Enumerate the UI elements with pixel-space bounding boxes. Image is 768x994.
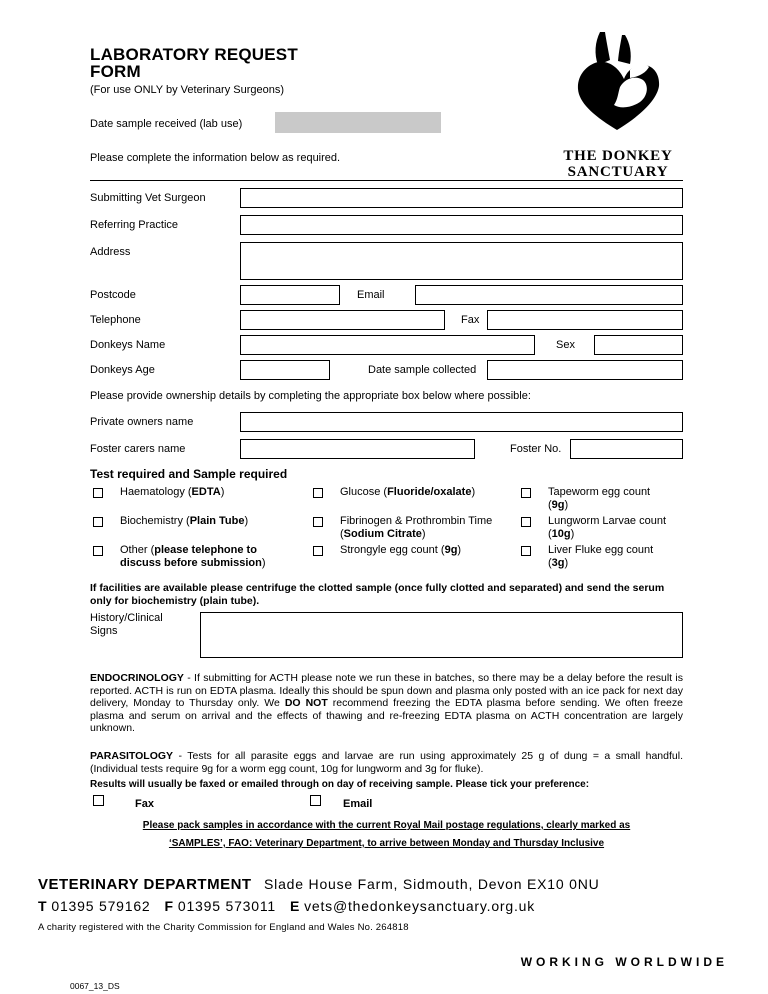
checkbox-glucose[interactable] [313, 488, 323, 498]
footer-tel-value: 01395 579162 [51, 898, 151, 914]
page-title-line1: LABORATORY REQUEST [90, 45, 298, 64]
history-label: History/Clinical Signs [90, 612, 163, 637]
history-clinical-signs-input[interactable] [200, 612, 683, 658]
form-row-postcode-email [90, 285, 683, 305]
test-label-other: Other (please telephone to discuss before submission) [120, 544, 266, 569]
address-label: Address [90, 246, 131, 258]
donkeys-age-input[interactable] [240, 360, 330, 380]
postcode-input[interactable] [240, 285, 340, 305]
foster-no-label: Foster No. [510, 443, 562, 455]
parasitology-heading: PARASITOLOGY [90, 750, 174, 762]
form-code: 0067_13_DS [70, 981, 120, 991]
footer-department-line [38, 876, 600, 894]
checkbox-haematology[interactable] [93, 488, 103, 498]
form-row-age-date [90, 360, 683, 380]
test-option-lungworm [518, 515, 683, 540]
donkeys-name-label: Donkeys Name [90, 339, 166, 351]
checkbox-strongyle[interactable] [313, 546, 323, 556]
checkbox-biochemistry[interactable] [93, 517, 103, 527]
vet-surgeon-label: Submitting Vet Surgeon [90, 192, 206, 204]
sex-input[interactable] [594, 335, 683, 355]
form-row-private-owners [90, 412, 683, 432]
results-preference-note: Results will usually be faxed or emailed through on day of receiving sample. Please tick your preference: [90, 779, 590, 790]
checkbox-email-preference[interactable] [310, 795, 321, 806]
telephone-label: Telephone [90, 314, 141, 326]
vet-surgeon-input[interactable] [240, 188, 683, 208]
packing-line1: Please pack samples in accordance with the current Royal Mail postage regulations, clearly marked as [142, 820, 631, 831]
checkbox-liver-fluke[interactable] [521, 546, 531, 556]
test-label-liver-fluke: Liver Fluke egg count (3g) [548, 544, 654, 569]
test-label-haematology: Haematology (EDTA) [120, 486, 225, 498]
footer-tel-label: T [38, 898, 48, 914]
address-input[interactable] [240, 242, 683, 280]
date-collected-label: Date sample collected [368, 364, 477, 376]
sex-label: Sex [556, 339, 575, 351]
endocrinology-paragraph: ENDOCRINOLOGY - If submitting for ACTH please note we run these in batches, so there may be a delay before the result is reported. ACTH is run on EDTA plasma. Ideally this should be spun down and plasma only posted with an ice pack for next day delivery, Monday to Thursday only. We DO NOT recommend freezing the EDTA plasma before sending. We often freeze plasma and serum on arrival and the effects of thawing and re-freezing EDTA plasma on ACTH concentration are largely unknown. [90, 672, 683, 734]
lab-use-date-label: Date sample received (lab use) [90, 118, 243, 130]
test-option-fibrinogen [310, 515, 518, 540]
page-subtitle: (For use ONLY by Veterinary Surgeons) [90, 84, 285, 96]
tests-heading: Test required and Sample required [90, 467, 288, 481]
form-row-foster [90, 439, 683, 459]
form-row-name-sex [90, 335, 683, 355]
test-option-strongyle [310, 544, 518, 569]
intro-note: Please complete the information below as required. [90, 152, 341, 164]
form-row-address [90, 242, 683, 280]
page-title-line2: FORM [90, 62, 141, 81]
ownership-note: Please provide ownership details by completing the appropriate box below where possible: [90, 390, 531, 402]
test-label-fibrinogen: Fibrinogen & Prothrombin Time (Sodium Citrate) [340, 515, 493, 540]
packing-instructions [90, 820, 683, 849]
logo-wordmark [552, 148, 684, 180]
form-row-telephone-fax [90, 310, 683, 330]
fax-input[interactable] [487, 310, 683, 330]
footer-email-label: E [289, 898, 301, 914]
checkbox-lungworm[interactable] [521, 517, 531, 527]
working-worldwide-tagline: WORKING WORLDWIDE [520, 955, 728, 969]
test-label-glucose: Glucose (Fluoride/oxalate) [340, 486, 476, 498]
donkey-heads-heart-icon [572, 30, 664, 132]
email-input[interactable] [415, 285, 683, 305]
test-option-haematology [90, 486, 310, 511]
date-collected-input[interactable] [487, 360, 683, 380]
private-owners-input[interactable] [240, 412, 683, 432]
fax-label: Fax [461, 314, 480, 326]
checkbox-tapeworm[interactable] [521, 488, 531, 498]
tests-grid [90, 486, 683, 569]
email-preference-label: Email [343, 798, 373, 810]
foster-carers-label: Foster carers name [90, 443, 186, 455]
packing-line2: ‘SAMPLES’, FAO: Veterinary Department, to arrive between Monday and Thursday Inclusive [168, 838, 605, 849]
referring-practice-input[interactable] [240, 215, 683, 235]
email-label: Email [357, 289, 385, 301]
footer-address: Slade House Farm, Sidmouth, Devon EX10 0NU [264, 876, 600, 892]
logo-wordmark-line1: THE DONKEY [563, 148, 673, 164]
test-label-tapeworm: Tapeworm egg count (9g) [548, 486, 651, 511]
test-label-strongyle: Strongyle egg count (9g) [340, 544, 462, 556]
centrifuge-note: If facilities are available please centrifuge the clotted sample (once fully clotted and separated) and send the serum only for biochemistry (plain tube). [90, 582, 665, 607]
checkbox-fibrinogen[interactable] [313, 517, 323, 527]
test-option-other [90, 544, 310, 569]
foster-carers-input[interactable] [240, 439, 475, 459]
checkbox-fax-preference[interactable] [93, 795, 104, 806]
checkbox-other[interactable] [93, 546, 103, 556]
footer-fax-value: 01395 573011 [177, 898, 276, 914]
donkey-sanctuary-logo [572, 30, 664, 132]
lab-use-date-box[interactable] [275, 112, 441, 133]
footer-fax-label: F [164, 898, 174, 914]
private-owners-label: Private owners name [90, 416, 194, 428]
referring-practice-label: Referring Practice [90, 219, 179, 231]
logo-wordmark-line2: SANCTUARY [567, 164, 669, 180]
page-title [90, 46, 298, 80]
fax-preference-label: Fax [135, 798, 154, 810]
telephone-input[interactable] [240, 310, 445, 330]
donkeys-age-label: Donkeys Age [90, 364, 155, 376]
test-option-liver-fluke [518, 544, 683, 569]
form-row-referring-practice [90, 215, 683, 235]
donkeys-name-input[interactable] [240, 335, 535, 355]
header-divider [90, 180, 683, 181]
test-option-biochemistry [90, 515, 310, 540]
test-option-glucose [310, 486, 518, 511]
test-label-biochemistry: Biochemistry (Plain Tube) [120, 515, 249, 527]
footer-department: VETERINARY DEPARTMENT [38, 876, 252, 893]
footer-charity-note: A charity registered with the Charity Commission for England and Wales No. 264818 [38, 922, 409, 933]
test-label-lungworm: Lungworm Larvae count (10g) [548, 515, 667, 540]
form-row-vet-surgeon [90, 188, 683, 208]
test-option-tapeworm [518, 486, 683, 511]
preference-row [90, 795, 683, 813]
endocrinology-heading: ENDOCRINOLOGY [90, 672, 184, 684]
parasitology-paragraph: PARASITOLOGY - Tests for all parasite eggs and larvae are run using approximately 25 g of dung = a small handful. (Individual tests require 9g for a worm egg count, 10g for lungworm and 3g for fluke). [90, 750, 683, 775]
footer-email-value: vets@thedonkeysanctuary.org.uk [304, 898, 536, 914]
footer-contact-line [38, 898, 535, 914]
postcode-label: Postcode [90, 289, 136, 301]
foster-no-input[interactable] [570, 439, 683, 459]
